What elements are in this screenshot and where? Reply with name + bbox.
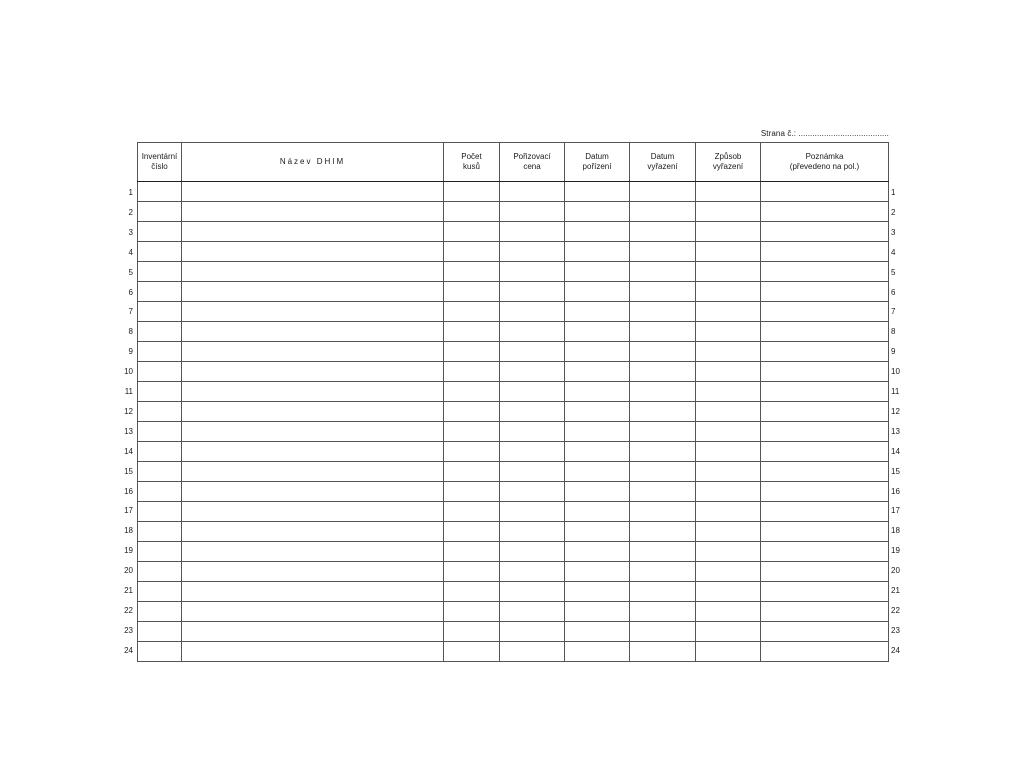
table-cell[interactable] <box>138 282 182 302</box>
table-cell[interactable] <box>761 282 889 302</box>
table-cell[interactable] <box>138 242 182 262</box>
row-number-right: 17 <box>891 506 900 515</box>
table-cell[interactable] <box>761 422 889 442</box>
table-cell[interactable] <box>761 562 889 582</box>
table-cell[interactable] <box>138 362 182 382</box>
row-number-right: 1 <box>891 188 896 197</box>
table-cell[interactable] <box>138 422 182 442</box>
row-number-right: 23 <box>891 626 900 635</box>
table-cell[interactable] <box>565 262 630 282</box>
row-number-left: 3 <box>128 228 133 237</box>
table-cell[interactable] <box>182 322 444 342</box>
row-number-left: 11 <box>124 387 133 396</box>
table-cell[interactable] <box>138 582 182 602</box>
row-number-right: 3 <box>891 228 896 237</box>
table-cell[interactable] <box>761 202 889 222</box>
table-cell[interactable] <box>630 382 696 402</box>
table-cell[interactable] <box>500 362 565 382</box>
table-cell[interactable] <box>138 262 182 282</box>
table-cell[interactable] <box>761 462 889 482</box>
row-number-left: 9 <box>128 347 133 356</box>
table-cell[interactable] <box>630 302 696 322</box>
table-cell[interactable] <box>565 602 630 622</box>
table-cell[interactable] <box>761 402 889 422</box>
table-cell[interactable] <box>630 482 696 502</box>
table-cell[interactable] <box>696 482 761 502</box>
table-row <box>138 622 889 642</box>
table-cell[interactable] <box>761 642 889 662</box>
table-cell[interactable] <box>500 382 565 402</box>
table-cell[interactable] <box>696 462 761 482</box>
table-cell[interactable] <box>696 362 761 382</box>
column-header-disposal-date: Datum vyřazení <box>630 143 696 182</box>
table-cell[interactable] <box>630 222 696 242</box>
table-row <box>138 602 889 622</box>
table-cell[interactable] <box>761 382 889 402</box>
table-cell[interactable] <box>138 522 182 542</box>
table-cell[interactable] <box>565 422 630 442</box>
page-number-label: Strana č.: ....................................... <box>760 129 889 138</box>
table-body <box>138 182 889 662</box>
table-cell[interactable] <box>444 382 500 402</box>
table-row <box>138 542 889 562</box>
column-header-item-name: Název DHIM <box>182 143 444 182</box>
table-cell[interactable] <box>500 262 565 282</box>
table-cell[interactable] <box>630 642 696 662</box>
row-number-right: 16 <box>891 487 900 496</box>
table-cell[interactable] <box>500 482 565 502</box>
table-row <box>138 302 889 322</box>
row-number-left: 1 <box>128 188 133 197</box>
table-row <box>138 322 889 342</box>
table-cell[interactable] <box>182 342 444 362</box>
table-row <box>138 342 889 362</box>
row-number-right: 15 <box>891 467 900 476</box>
table-cell[interactable] <box>565 222 630 242</box>
table-cell[interactable] <box>182 422 444 442</box>
table-cell[interactable] <box>630 322 696 342</box>
table-cell[interactable] <box>761 322 889 342</box>
table-cell[interactable] <box>696 242 761 262</box>
table-row <box>138 242 889 262</box>
table-cell[interactable] <box>138 642 182 662</box>
inventory-table <box>137 142 889 662</box>
table-cell[interactable] <box>761 622 889 642</box>
table-cell[interactable] <box>696 342 761 362</box>
table-cell[interactable] <box>444 222 500 242</box>
table-cell[interactable] <box>761 242 889 262</box>
table-cell[interactable] <box>630 182 696 202</box>
column-header-quantity: Počet kusů <box>444 143 500 182</box>
table-cell[interactable] <box>500 442 565 462</box>
table-cell[interactable] <box>761 502 889 522</box>
table-cell[interactable] <box>182 502 444 522</box>
table-row <box>138 282 889 302</box>
table-cell[interactable] <box>138 482 182 502</box>
table-cell[interactable] <box>565 322 630 342</box>
table-row <box>138 442 889 462</box>
table-cell[interactable] <box>500 182 565 202</box>
table-cell[interactable] <box>565 582 630 602</box>
table-row <box>138 362 889 382</box>
table-cell[interactable] <box>696 222 761 242</box>
table-cell[interactable] <box>500 462 565 482</box>
table-row <box>138 562 889 582</box>
table-cell[interactable] <box>444 182 500 202</box>
row-number-right: 4 <box>891 248 896 257</box>
table-cell[interactable] <box>444 342 500 362</box>
table-cell[interactable] <box>182 282 444 302</box>
row-number-left: 2 <box>128 208 133 217</box>
row-number-left: 23 <box>124 626 133 635</box>
table-cell[interactable] <box>500 322 565 342</box>
row-number-right: 13 <box>891 427 900 436</box>
table-cell[interactable] <box>565 302 630 322</box>
row-number-right: 18 <box>891 526 900 535</box>
table-cell[interactable] <box>696 422 761 442</box>
table-cell[interactable] <box>630 622 696 642</box>
table-cell[interactable] <box>182 522 444 542</box>
table-cell[interactable] <box>138 602 182 622</box>
table-row <box>138 462 889 482</box>
table-cell[interactable] <box>500 402 565 422</box>
table-row <box>138 402 889 422</box>
table-cell[interactable] <box>182 402 444 422</box>
table-cell[interactable] <box>630 262 696 282</box>
table-cell[interactable] <box>182 622 444 642</box>
table-cell[interactable] <box>182 562 444 582</box>
table-cell[interactable] <box>138 622 182 642</box>
table-cell[interactable] <box>630 502 696 522</box>
table-cell[interactable] <box>182 382 444 402</box>
table-row <box>138 182 889 202</box>
table-cell[interactable] <box>444 502 500 522</box>
column-header-note: Poznámka (převedeno na pol.) <box>761 143 889 182</box>
row-number-right: 12 <box>891 407 900 416</box>
table-row <box>138 222 889 242</box>
table-cell[interactable] <box>565 342 630 362</box>
table-cell[interactable] <box>444 522 500 542</box>
table-cell[interactable] <box>630 542 696 562</box>
row-number-right: 21 <box>891 586 900 595</box>
table-cell[interactable] <box>500 202 565 222</box>
table-header-row <box>138 143 889 182</box>
table-cell[interactable] <box>138 202 182 222</box>
row-number-left: 19 <box>124 546 133 555</box>
table-cell[interactable] <box>444 242 500 262</box>
table-cell[interactable] <box>565 382 630 402</box>
table-cell[interactable] <box>565 542 630 562</box>
table-cell[interactable] <box>138 402 182 422</box>
table-cell[interactable] <box>444 362 500 382</box>
table-cell[interactable] <box>630 522 696 542</box>
row-number-left: 12 <box>124 407 133 416</box>
table-cell[interactable] <box>630 422 696 442</box>
table-row <box>138 422 889 442</box>
table-cell[interactable] <box>696 262 761 282</box>
table-row <box>138 522 889 542</box>
table-cell[interactable] <box>444 542 500 562</box>
table-cell[interactable] <box>182 602 444 622</box>
table-cell[interactable] <box>565 622 630 642</box>
table-cell[interactable] <box>444 402 500 422</box>
table-cell[interactable] <box>565 562 630 582</box>
row-number-right: 24 <box>891 646 900 655</box>
table-cell[interactable] <box>630 282 696 302</box>
table-cell[interactable] <box>182 542 444 562</box>
table-cell[interactable] <box>182 222 444 242</box>
table-cell[interactable] <box>565 242 630 262</box>
table-cell[interactable] <box>500 562 565 582</box>
table-cell[interactable] <box>761 342 889 362</box>
table-cell[interactable] <box>761 582 889 602</box>
table-cell[interactable] <box>182 482 444 502</box>
table-cell[interactable] <box>565 282 630 302</box>
table-cell[interactable] <box>500 622 565 642</box>
table-cell[interactable] <box>138 182 182 202</box>
table-cell[interactable] <box>500 302 565 322</box>
table-cell[interactable] <box>138 442 182 462</box>
row-number-right: 9 <box>891 347 896 356</box>
table-cell[interactable] <box>696 602 761 622</box>
table-cell[interactable] <box>761 182 889 202</box>
row-number-left: 17 <box>124 506 133 515</box>
table-cell[interactable] <box>630 442 696 462</box>
row-number-right: 20 <box>891 566 900 575</box>
table-cell[interactable] <box>444 582 500 602</box>
table-cell[interactable] <box>761 262 889 282</box>
table-row <box>138 262 889 282</box>
row-number-right: 10 <box>891 367 900 376</box>
table-cell[interactable] <box>444 482 500 502</box>
table-cell[interactable] <box>565 462 630 482</box>
table-cell[interactable] <box>761 362 889 382</box>
table-cell[interactable] <box>500 642 565 662</box>
table-cell[interactable] <box>696 642 761 662</box>
row-number-left: 15 <box>124 467 133 476</box>
table-cell[interactable] <box>696 562 761 582</box>
table-cell[interactable] <box>565 502 630 522</box>
table-cell[interactable] <box>138 302 182 322</box>
table-cell[interactable] <box>444 322 500 342</box>
table-cell[interactable] <box>761 222 889 242</box>
table-cell[interactable] <box>138 502 182 522</box>
table-cell[interactable] <box>500 342 565 362</box>
table-cell[interactable] <box>696 382 761 402</box>
table-cell[interactable] <box>761 442 889 462</box>
row-number-left: 20 <box>124 566 133 575</box>
row-number-left: 6 <box>128 288 133 297</box>
table-cell[interactable] <box>500 582 565 602</box>
column-header-acquisition-price: Pořizovací cena <box>500 143 565 182</box>
table-cell[interactable] <box>138 342 182 362</box>
table-cell[interactable] <box>444 422 500 442</box>
table-cell[interactable] <box>182 442 444 462</box>
table-cell[interactable] <box>500 502 565 522</box>
table-cell[interactable] <box>696 282 761 302</box>
table-cell[interactable] <box>138 542 182 562</box>
table-cell[interactable] <box>500 222 565 242</box>
table-row <box>138 582 889 602</box>
table-cell[interactable] <box>565 642 630 662</box>
table-cell[interactable] <box>761 302 889 322</box>
row-number-left: 8 <box>128 327 133 336</box>
row-number-right: 19 <box>891 546 900 555</box>
row-number-right: 11 <box>891 387 900 396</box>
table-cell[interactable] <box>444 642 500 662</box>
column-header-inventory-number: Inventární číslo <box>138 143 182 182</box>
row-number-left: 4 <box>128 248 133 257</box>
table-cell[interactable] <box>696 302 761 322</box>
table-cell[interactable] <box>182 182 444 202</box>
row-number-left: 13 <box>124 427 133 436</box>
table-cell[interactable] <box>630 402 696 422</box>
table-cell[interactable] <box>444 622 500 642</box>
table-cell[interactable] <box>696 502 761 522</box>
table-row <box>138 382 889 402</box>
table-cell[interactable] <box>182 362 444 382</box>
table-cell[interactable] <box>630 362 696 382</box>
table-cell[interactable] <box>182 202 444 222</box>
row-number-right: 22 <box>891 606 900 615</box>
table-cell[interactable] <box>138 322 182 342</box>
column-header-acquisition-date: Datum pořízení <box>565 143 630 182</box>
table-cell[interactable] <box>630 242 696 262</box>
row-number-right: 6 <box>891 288 896 297</box>
table-cell[interactable] <box>696 542 761 562</box>
table-cell[interactable] <box>500 602 565 622</box>
row-number-right: 14 <box>891 447 900 456</box>
table-cell[interactable] <box>500 522 565 542</box>
table-cell[interactable] <box>444 562 500 582</box>
table-cell[interactable] <box>182 262 444 282</box>
table-cell[interactable] <box>565 402 630 422</box>
table-cell[interactable] <box>138 562 182 582</box>
table-cell[interactable] <box>696 402 761 422</box>
table-cell[interactable] <box>696 182 761 202</box>
table-cell[interactable] <box>182 582 444 602</box>
row-number-left: 22 <box>124 606 133 615</box>
table-cell[interactable] <box>500 242 565 262</box>
table-cell[interactable] <box>138 462 182 482</box>
row-number-right: 8 <box>891 327 896 336</box>
table-cell[interactable] <box>696 202 761 222</box>
table-cell[interactable] <box>138 222 182 242</box>
table-cell[interactable] <box>182 462 444 482</box>
table-cell[interactable] <box>444 262 500 282</box>
table-cell[interactable] <box>138 382 182 402</box>
table-cell[interactable] <box>630 462 696 482</box>
table-row <box>138 502 889 522</box>
table-cell[interactable] <box>444 602 500 622</box>
table-cell[interactable] <box>565 182 630 202</box>
table-cell[interactable] <box>761 482 889 502</box>
table-cell[interactable] <box>696 322 761 342</box>
row-number-left: 5 <box>128 268 133 277</box>
table-cell[interactable] <box>500 282 565 302</box>
table-cell[interactable] <box>630 582 696 602</box>
table-row <box>138 482 889 502</box>
row-number-left: 21 <box>124 586 133 595</box>
table-row <box>138 202 889 222</box>
table-cell[interactable] <box>565 482 630 502</box>
table-cell[interactable] <box>182 642 444 662</box>
row-number-left: 14 <box>124 447 133 456</box>
table-cell[interactable] <box>630 342 696 362</box>
table-cell[interactable] <box>630 202 696 222</box>
row-number-left: 10 <box>124 367 133 376</box>
row-number-right: 5 <box>891 268 896 277</box>
row-number-left: 7 <box>128 307 133 316</box>
table-cell[interactable] <box>500 542 565 562</box>
table-cell[interactable] <box>630 562 696 582</box>
table-cell[interactable] <box>565 202 630 222</box>
row-number-left: 16 <box>124 487 133 496</box>
table-cell[interactable] <box>444 282 500 302</box>
table-cell[interactable] <box>565 362 630 382</box>
table-cell[interactable] <box>761 602 889 622</box>
table-cell[interactable] <box>182 242 444 262</box>
row-number-right: 2 <box>891 208 896 217</box>
table-cell[interactable] <box>696 442 761 462</box>
table-cell[interactable] <box>500 422 565 442</box>
table-cell[interactable] <box>565 522 630 542</box>
column-header-disposal-method: Způsob vyřazení <box>696 143 761 182</box>
table-cell[interactable] <box>761 522 889 542</box>
table-cell[interactable] <box>696 522 761 542</box>
table-cell[interactable] <box>630 602 696 622</box>
row-number-left: 24 <box>124 646 133 655</box>
row-number-right: 7 <box>891 307 896 316</box>
table-cell[interactable] <box>696 622 761 642</box>
table-cell[interactable] <box>761 542 889 562</box>
table-cell[interactable] <box>444 302 500 322</box>
table-cell[interactable] <box>565 442 630 462</box>
table-cell[interactable] <box>182 302 444 322</box>
table-cell[interactable] <box>444 202 500 222</box>
table-cell[interactable] <box>444 442 500 462</box>
table-cell[interactable] <box>696 582 761 602</box>
table-row <box>138 642 889 662</box>
row-number-left: 18 <box>124 526 133 535</box>
table-cell[interactable] <box>444 462 500 482</box>
